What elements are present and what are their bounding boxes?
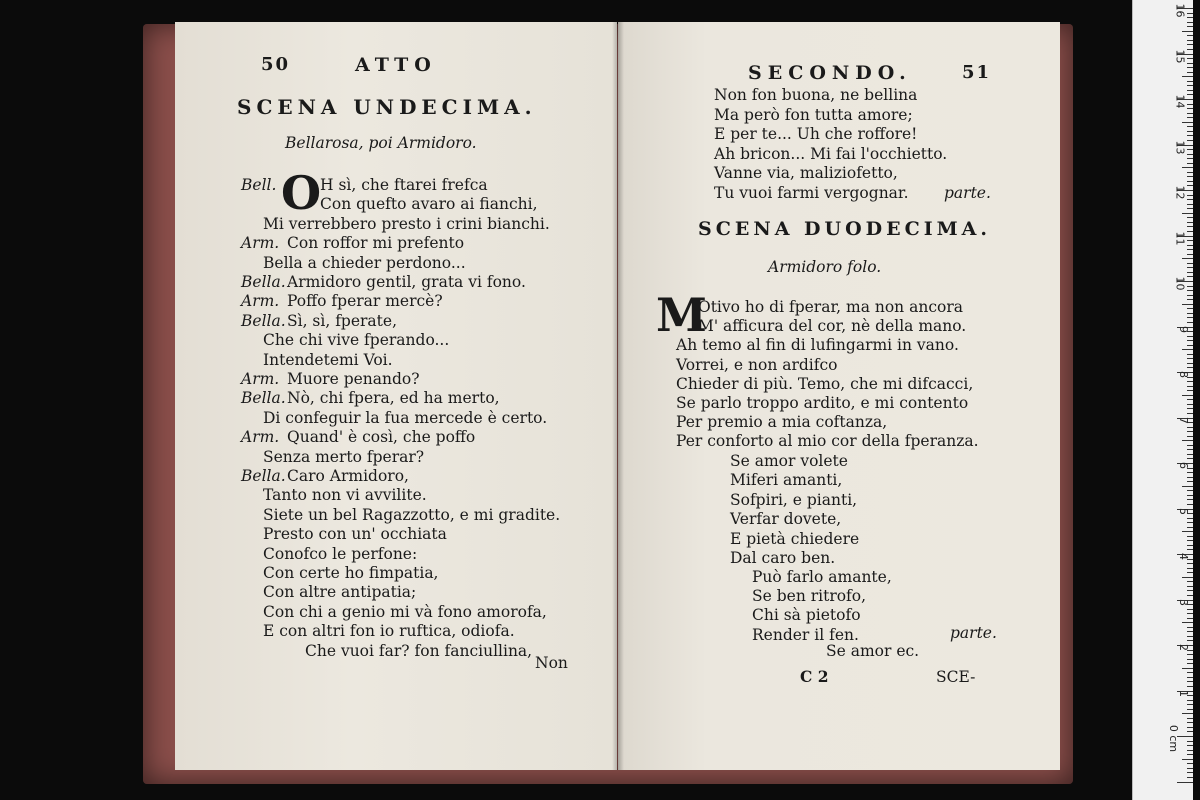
ruler-tick [1187, 595, 1193, 596]
ruler-tick [1187, 149, 1193, 150]
speaker-label: Arm. [241, 292, 280, 311]
ruler-tick [1187, 217, 1193, 218]
ruler-tick [1187, 613, 1193, 614]
ruler-tick [1187, 199, 1193, 200]
ruler-tick [1187, 35, 1193, 36]
left-page [175, 22, 617, 770]
verse-line: Per premio a mia coftanza, [676, 413, 888, 432]
ruler-tick [1187, 404, 1193, 405]
ruler-tick [1187, 549, 1193, 550]
ruler-tick [1187, 586, 1193, 587]
ruler-tick [1182, 577, 1193, 578]
ruler-tick [1187, 290, 1193, 291]
ruler-tick [1187, 13, 1193, 14]
ruler-tick [1187, 140, 1193, 141]
verse-line: Se parlo troppo ardito, e mi contento [676, 394, 969, 412]
ruler-tick [1187, 504, 1193, 505]
ruler-tick [1187, 135, 1193, 136]
ruler-tick [1187, 176, 1193, 177]
ruler-tick [1187, 104, 1193, 105]
ruler-tick [1187, 663, 1193, 664]
ruler-tick [1187, 545, 1193, 546]
ruler-tick [1182, 486, 1193, 487]
ruler-tick [1187, 240, 1193, 241]
verse-line: Che chi vive fperando... [263, 331, 450, 350]
running-header: SECONDO. [748, 62, 912, 84]
ruler-tick [1187, 399, 1193, 400]
aria-line: Può farlo amante, [752, 568, 892, 586]
ruler-tick [1187, 745, 1193, 746]
ruler-tick [1187, 117, 1193, 118]
verse-line: E con altri fon io ruftica, odiofa. [263, 622, 515, 641]
ruler-tick [1187, 413, 1193, 414]
ruler-tick [1182, 213, 1193, 214]
ruler-tick [1187, 536, 1193, 537]
page-number: 50 [261, 54, 291, 75]
ruler-tick [1187, 618, 1193, 619]
verse-line: Ah bricon... Mi fai l'occhietto. [714, 144, 948, 163]
ruler-tick [1187, 772, 1193, 773]
ruler-tick [1187, 408, 1193, 409]
running-header: ATTO [355, 54, 437, 76]
verse-line: Con roffor mi prefento [287, 234, 465, 253]
ruler-tick [1187, 249, 1193, 250]
speaker-label: Bell. [241, 176, 277, 194]
verse-line: Con certe ho fimpatia, [263, 564, 439, 582]
ruler-tick [1187, 454, 1193, 455]
ruler-tick [1187, 367, 1193, 368]
aria-line: Se amor volete [730, 452, 848, 470]
ruler-number: 9 [1177, 325, 1190, 333]
ruler-tick [1187, 317, 1193, 318]
verse-line: Muore penando? [287, 370, 420, 388]
personae: Armidoro folo. [768, 258, 882, 276]
ruler-tick [1187, 445, 1193, 446]
ruler-tick [1187, 85, 1193, 86]
ruler-tick [1187, 750, 1193, 751]
ruler-tick [1187, 272, 1193, 273]
catchword: SCE- [936, 668, 976, 686]
ruler-tick [1187, 94, 1193, 95]
ruler-tick [1187, 267, 1193, 268]
ruler-tick [1187, 731, 1193, 732]
speaker-label: Bella. [241, 389, 286, 408]
ruler-number: 2 [1177, 644, 1190, 651]
verse-line: M' afficura del cor, nè della mano. [698, 317, 967, 336]
ruler-number: 0 cm [1166, 724, 1180, 753]
verse-line: Caro Armidoro, [287, 467, 409, 485]
ruler-tick [1182, 31, 1193, 32]
ruler-number: 3 [1177, 598, 1190, 606]
ruler-tick [1187, 245, 1193, 246]
ruler-tick [1187, 204, 1193, 205]
ruler-tick [1187, 568, 1193, 569]
ruler-tick [1182, 304, 1193, 305]
ruler-tick [1187, 636, 1193, 637]
ruler-tick [1182, 258, 1193, 259]
ruler-tick [1187, 722, 1193, 723]
ruler-tick [1182, 349, 1193, 350]
ruler-tick [1187, 659, 1193, 660]
ruler-number: 16 [1173, 3, 1187, 18]
ruler-tick [1187, 768, 1193, 769]
ruler-tick [1187, 81, 1193, 82]
ruler-number: 7 [1177, 416, 1190, 424]
ruler-tick [1187, 308, 1193, 309]
ruler-tick [1187, 336, 1193, 337]
verse-line: Che vuoi far? fon fanciullina, [305, 641, 533, 660]
aria-line: Dal caro ben. [730, 549, 836, 567]
drop-initial: O [281, 166, 322, 220]
verse-line: Otivo ho di fperar, ma non ancora [698, 298, 963, 316]
ruler-tick [1187, 563, 1193, 564]
ruler-tick [1187, 499, 1193, 500]
aria-line: E pietà chiedere [730, 529, 860, 548]
ruler-number: 13 [1173, 140, 1187, 154]
ruler-tick [1187, 126, 1193, 127]
ruler-tick [1187, 295, 1193, 296]
ruler-tick [1187, 254, 1193, 255]
catchword: Non [535, 654, 568, 672]
ruler-tick [1187, 700, 1193, 701]
ruler-tick [1187, 131, 1193, 132]
ruler-tick [1187, 681, 1193, 682]
ruler-number: 1 [1177, 689, 1190, 697]
verse-line: Di confeguir la fua mercede è certo. [263, 408, 548, 427]
ruler-tick [1187, 222, 1193, 223]
personae: Bellarosa, poi Armidoro. [285, 134, 477, 152]
right-page [618, 22, 1060, 770]
verse-line: Armidoro gentil, grata vi fono. [287, 273, 526, 291]
speaker-label: Bella. [241, 311, 286, 330]
ruler-tick [1187, 627, 1193, 628]
ruler-tick [1187, 90, 1193, 91]
ruler-tick [1187, 477, 1193, 478]
ruler-tick [1187, 540, 1193, 541]
ruler-tick [1187, 709, 1193, 710]
ruler-tick [1187, 40, 1193, 41]
ruler-tick [1187, 67, 1193, 68]
verse-line: Bella a chieder perdono... [263, 253, 466, 272]
ruler-tick [1187, 677, 1193, 678]
ruler-number: 15 [1173, 49, 1187, 63]
aria-line: Render il fen. [752, 625, 859, 644]
ruler-tick [1187, 381, 1193, 382]
ruler-tick [1187, 495, 1193, 496]
verse-line: Conofco le perfone: [263, 544, 418, 563]
verse-line: Ah temo al fin di lufingarmi in vano. [676, 336, 959, 355]
ruler-tick [1187, 345, 1193, 346]
ruler-tick [1187, 185, 1193, 186]
ruler-tick [1187, 231, 1193, 232]
drop-initial: M [656, 288, 707, 342]
speaker-label: Arm. [241, 234, 280, 253]
ruler-tick [1187, 436, 1193, 437]
ruler-number: 12 [1173, 185, 1187, 200]
aria-line: Verfar dovete, [730, 510, 842, 529]
ruler-tick [1187, 313, 1193, 314]
ruler-tick [1187, 390, 1193, 391]
ruler-tick [1182, 122, 1193, 123]
verse-line: H sì, che ftarei frefca [320, 176, 488, 194]
ruler-number: 5 [1177, 507, 1190, 515]
ruler-tick [1187, 527, 1193, 528]
ruler-tick [1177, 782, 1193, 783]
exit-direction: parte. [950, 624, 997, 642]
verse-line: Vorrei, e non ardifco [676, 355, 838, 374]
ruler-tick [1187, 654, 1193, 655]
ruler-tick [1187, 522, 1193, 523]
ruler-tick [1187, 22, 1193, 23]
verse-line: Chieder di più. Temo, che mi difcacci, [676, 374, 974, 393]
verse-line: Per conforto al mio cor della fperanza. [676, 432, 979, 451]
ruler-tick [1187, 108, 1193, 109]
verse-line: Non fon buona, ne bellina [714, 86, 918, 104]
ruler-tick [1187, 686, 1193, 687]
scene-title: SCENA DUODECIMA. [698, 218, 992, 240]
aria-line: Chi sà pietofo [752, 606, 861, 625]
verse-line: Vanne via, maliziofetto, [714, 164, 898, 183]
ruler-tick [1187, 472, 1193, 473]
ruler-tick [1187, 63, 1193, 64]
verse-line: Ma però fon tutta amore; [714, 105, 913, 124]
ruler-tick [1187, 727, 1193, 728]
ruler-number: 10 [1173, 276, 1187, 291]
ruler-tick [1187, 718, 1193, 719]
verse-line: Intendetemi Voi. [263, 350, 393, 369]
verse-line: Tu vuoi farmi vergognar. [714, 184, 909, 202]
ruler-tick [1187, 322, 1193, 323]
ruler-tick [1187, 431, 1193, 432]
ruler-tick [1187, 609, 1193, 610]
ruler-tick [1187, 340, 1193, 341]
verse-line: Siete un bel Ragazzotto, e mi gradite. [263, 505, 561, 524]
ruler-tick [1182, 531, 1193, 532]
ruler-tick [1187, 763, 1193, 764]
ruler-tick [1187, 572, 1193, 573]
ruler-number: 11 [1173, 231, 1187, 245]
ruler-tick [1182, 668, 1193, 669]
ruler-tick [1187, 49, 1193, 50]
ruler-tick [1187, 226, 1193, 227]
verse-line: Con quefto avaro ai fianchi, [320, 195, 538, 214]
ruler-tick [1187, 777, 1193, 778]
ruler-tick [1187, 481, 1193, 482]
verse-line: Mi verrebbero presto i crini bianchi. [263, 214, 550, 233]
ruler-tick [1187, 754, 1193, 755]
ruler-tick [1187, 276, 1193, 277]
page-number: 51 [962, 62, 992, 83]
ruler-number: 4 [1177, 553, 1190, 560]
ruler-tick [1182, 622, 1193, 623]
ruler-tick [1187, 458, 1193, 459]
aria-line: Se ben ritrofo, [752, 587, 867, 606]
verse-line: Tanto non vi avvilite. [263, 486, 427, 505]
ruler-tick [1187, 672, 1193, 673]
ruler-tick [1182, 76, 1193, 77]
ruler-number: 6 [1177, 462, 1190, 469]
ruler-tick [1182, 759, 1193, 760]
ruler-tick [1187, 181, 1193, 182]
speaker-label: Arm. [241, 428, 280, 447]
ruler-tick [1187, 581, 1193, 582]
ruler-tick [1187, 154, 1193, 155]
ruler-tick [1187, 741, 1193, 742]
exit-direction: parte. [944, 184, 991, 202]
speaker-label: Bella. [241, 273, 286, 291]
ruler-tick [1187, 386, 1193, 387]
ruler-tick [1187, 163, 1193, 164]
ruler-tick [1187, 263, 1193, 264]
ruler-tick [1187, 286, 1193, 287]
ruler-tick [1187, 195, 1193, 196]
ruler-tick [1187, 358, 1193, 359]
speaker-label: Arm. [241, 370, 280, 388]
signature-mark: C 2 [800, 667, 829, 686]
ruler-tick [1187, 158, 1193, 159]
aria-line: Miferi amanti, [730, 471, 843, 490]
scene-title: SCENA UNDECIMA. [237, 95, 537, 119]
ruler-tick [1187, 172, 1193, 173]
verse-line: Poffo fperar mercè? [287, 292, 443, 311]
ruler-tick [1187, 490, 1193, 491]
ruler-tick [1182, 395, 1193, 396]
ruler-tick [1187, 518, 1193, 519]
ruler-tick [1187, 17, 1193, 18]
verse-line: Senza merto fperar? [263, 447, 425, 466]
ruler-number: 8 [1177, 371, 1190, 378]
ruler-tick [1187, 449, 1193, 450]
verse-line: Nò, chi fpera, ed ha merto, [287, 389, 500, 408]
ruler-number: 14 [1173, 94, 1187, 109]
ruler-tick [1187, 72, 1193, 73]
verse-line: E per te... Uh che roffore! [714, 125, 918, 144]
da-capo: Se amor ec. [826, 642, 920, 660]
ruler-tick [1187, 590, 1193, 591]
ruler-tick [1187, 58, 1193, 59]
aria-line: Sofpiri, e pianti, [730, 490, 858, 509]
ruler-tick [1187, 631, 1193, 632]
ruler-tick [1187, 299, 1193, 300]
ruler-tick [1187, 363, 1193, 364]
ruler-tick [1187, 113, 1193, 114]
ruler-tick [1187, 354, 1193, 355]
ruler-tick [1187, 26, 1193, 27]
verse-line: Con chi a genio mi và fono amorofa, [263, 602, 547, 621]
verse-line: Presto con un' occhiata [263, 525, 447, 544]
verse-line: Con altre antipatia; [263, 583, 417, 602]
ruler-tick [1187, 640, 1193, 641]
ruler-tick [1182, 713, 1193, 714]
ruler-tick [1182, 440, 1193, 441]
verse-line: Sì, sì, fperate, [287, 311, 398, 330]
ruler-tick [1182, 167, 1193, 168]
ruler-tick [1187, 704, 1193, 705]
ruler-tick [1187, 427, 1193, 428]
speaker-label: Bella. [241, 467, 286, 485]
measuring-ruler [1132, 0, 1193, 800]
verse-line: Quand' è così, che poffo [287, 428, 476, 447]
book-gutter [612, 22, 624, 770]
ruler-tick [1187, 208, 1193, 209]
ruler-tick [1187, 44, 1193, 45]
